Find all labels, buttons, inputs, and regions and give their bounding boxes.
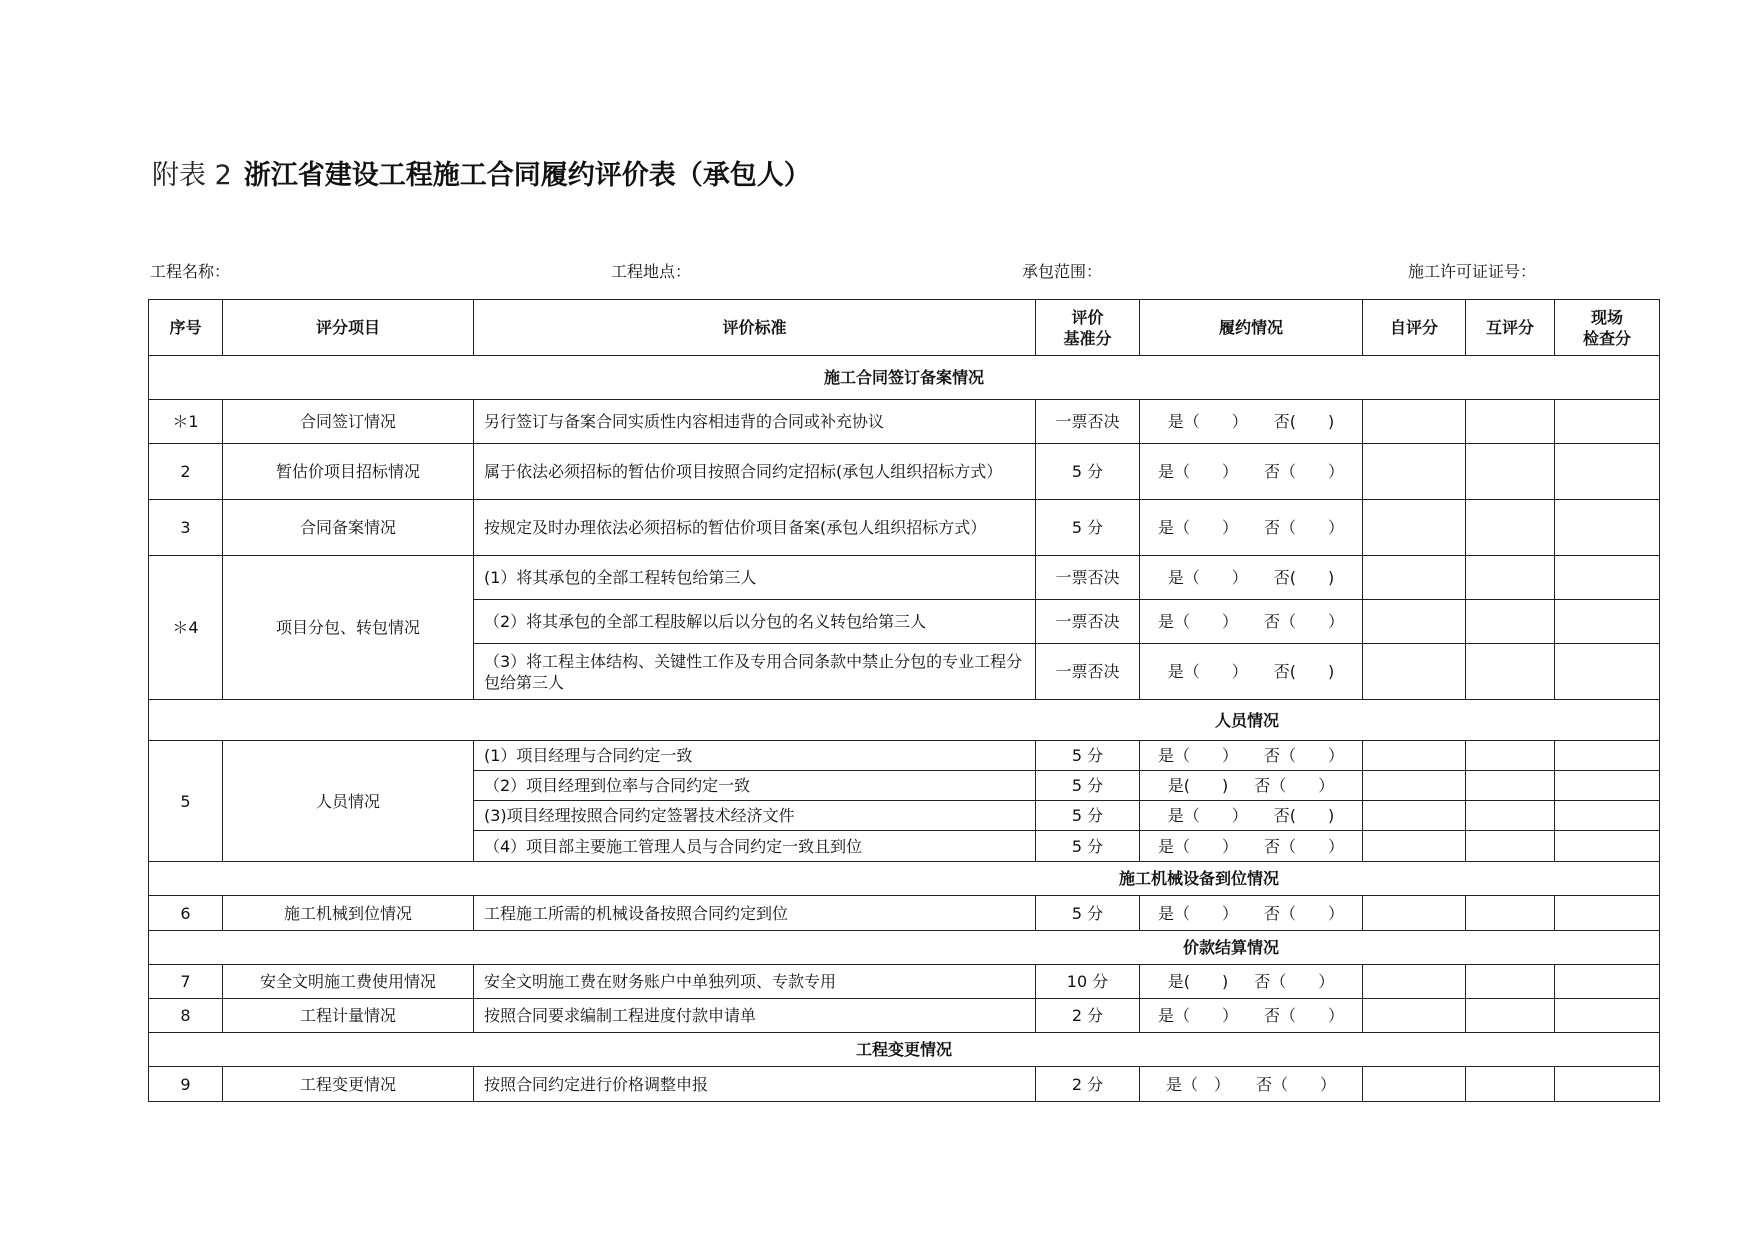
row-performance: [1140, 741, 1363, 771]
mutual-score-cell[interactable]: [1466, 556, 1555, 600]
mutual-score-cell[interactable]: [1466, 400, 1555, 444]
site-score-cell[interactable]: [1555, 444, 1660, 500]
no-option[interactable]: 否( ): [1273, 806, 1335, 825]
row-performance: [1140, 965, 1363, 999]
site-score-cell[interactable]: [1555, 556, 1660, 600]
section-title: 施工合同签订备案情况: [149, 356, 1660, 400]
no-option[interactable]: 否（ ）: [1254, 972, 1335, 991]
yes-option[interactable]: 是（ ）: [1167, 412, 1248, 431]
no-option[interactable]: 否( ): [1273, 412, 1335, 431]
row-performance: [1140, 644, 1363, 700]
row-base: 5 分: [1036, 444, 1140, 500]
header-performance: 履约情况: [1140, 300, 1363, 356]
row-standard: （2）项目经理到位率与合同约定一致: [474, 771, 1036, 801]
row-standard: 按规定及时办理依法必须招标的暂估价项目备案(承包人组织招标方式）: [474, 500, 1036, 556]
row-standard: 另行签订与备案合同实质性内容相违背的合同或补充协议: [474, 400, 1036, 444]
mutual-score-cell[interactable]: [1466, 896, 1555, 931]
header-site-line1: 现场: [1590, 307, 1623, 327]
page-title: [152, 156, 811, 196]
yes-option[interactable]: 是（ ）: [1167, 662, 1248, 681]
section-title: 工程变更情况: [149, 1033, 1660, 1067]
yes-option[interactable]: 是（ ）: [1157, 612, 1238, 631]
no-option[interactable]: 否（ ）: [1264, 612, 1345, 631]
row-no: 7: [149, 965, 223, 999]
self-score-cell[interactable]: [1363, 801, 1466, 831]
mutual-score-cell[interactable]: [1466, 600, 1555, 644]
table-row: [149, 896, 1660, 931]
row-standard: 工程施工所需的机械设备按照合同约定到位: [474, 896, 1036, 931]
field-project-name: 工程名称：: [150, 262, 231, 281]
row-item: 工程变更情况: [223, 1067, 474, 1102]
row-standard: （3）将工程主体结构、关键性工作及专用合同条款中禁止分包的专业工程分包给第三人: [474, 644, 1036, 700]
row-standard: (1）将其承包的全部工程转包给第三人: [474, 556, 1036, 600]
row-no: 5: [149, 741, 223, 862]
row-item: 合同签订情况: [223, 400, 474, 444]
field-contract-scope: 承包范围：: [1022, 262, 1103, 281]
row-standard: (3)项目经理按照合同约定签署技术经济文件: [474, 801, 1036, 831]
header-standard: 评价标准: [474, 300, 1036, 356]
row-performance: [1140, 801, 1363, 831]
row-standard: 安全文明施工费在财务账户中单独列项、专款专用: [474, 965, 1036, 999]
self-score-cell[interactable]: [1363, 556, 1466, 600]
row-item: 安全文明施工费使用情况: [223, 965, 474, 999]
site-score-cell[interactable]: [1555, 831, 1660, 862]
no-option[interactable]: 否（ ）: [1264, 462, 1345, 481]
table-header-row: [149, 300, 1660, 356]
row-no: 3: [149, 500, 223, 556]
row-base: 一票否决: [1036, 644, 1140, 700]
row-base: 2 分: [1036, 999, 1140, 1033]
self-score-cell[interactable]: [1363, 444, 1466, 500]
no-option[interactable]: 否( ): [1273, 568, 1335, 587]
row-no: 8: [149, 999, 223, 1033]
row-item: 人员情况: [223, 741, 474, 862]
title-main: 浙江省建设工程施工合同履约评价表（承包人）: [243, 160, 811, 191]
row-no: 6: [149, 896, 223, 931]
site-score-cell[interactable]: [1555, 771, 1660, 801]
self-score-cell[interactable]: [1363, 741, 1466, 771]
field-permit-no: 施工许可证证号：: [1408, 262, 1537, 281]
no-option[interactable]: 否( ): [1273, 662, 1335, 681]
no-option[interactable]: 否（ ）: [1264, 1006, 1345, 1025]
header-site: [1555, 300, 1660, 356]
row-performance: [1140, 400, 1363, 444]
yes-option[interactable]: 是（ ）: [1157, 746, 1238, 765]
header-item: 评分项目: [223, 300, 474, 356]
site-score-cell[interactable]: [1555, 600, 1660, 644]
self-score-cell[interactable]: [1363, 400, 1466, 444]
site-score-cell[interactable]: [1555, 965, 1660, 999]
row-no: 9: [149, 1067, 223, 1102]
header-mutual-score: 互评分: [1466, 300, 1555, 356]
row-performance: [1140, 500, 1363, 556]
self-score-cell[interactable]: [1363, 896, 1466, 931]
row-no: ＊4: [149, 556, 223, 700]
self-score-cell[interactable]: [1363, 771, 1466, 801]
row-performance: [1140, 771, 1363, 801]
row-item: 工程计量情况: [223, 999, 474, 1033]
field-project-location: 工程地点：: [611, 262, 692, 281]
header-no: 序号: [149, 300, 223, 356]
site-score-cell[interactable]: [1555, 400, 1660, 444]
header-base: [1036, 300, 1140, 356]
row-performance: [1140, 444, 1363, 500]
row-base: 一票否决: [1036, 400, 1140, 444]
yes-option[interactable]: 是（ ）: [1157, 903, 1238, 923]
yes-option[interactable]: 是（ ）: [1157, 518, 1238, 537]
section-title: 人员情况: [149, 700, 1660, 741]
mutual-score-cell[interactable]: [1466, 999, 1555, 1033]
yes-option[interactable]: 是（ ）: [1157, 836, 1238, 856]
evaluation-table: [148, 299, 1660, 1102]
table-row: [149, 444, 1660, 500]
yes-option[interactable]: 是（ ）: [1157, 462, 1238, 481]
header-site-line2: 检查分: [1582, 328, 1631, 348]
row-base: 5 分: [1036, 741, 1140, 771]
header-base-line1: 评价: [1071, 307, 1104, 327]
row-performance: [1140, 831, 1363, 862]
section-title: 施工机械设备到位情况: [149, 862, 1660, 896]
table-row: [149, 1067, 1660, 1102]
section-title: 价款结算情况: [149, 931, 1660, 965]
mutual-score-cell[interactable]: [1466, 801, 1555, 831]
row-base: 10 分: [1036, 965, 1140, 999]
row-standard: 按照合同要求编制工程进度付款申请单: [474, 999, 1036, 1033]
section-row: [149, 1033, 1660, 1067]
section-row: [149, 700, 1660, 741]
self-score-cell[interactable]: [1363, 999, 1466, 1033]
row-item: 暂估价项目招标情况: [223, 444, 474, 500]
self-score-cell[interactable]: [1363, 644, 1466, 700]
no-option[interactable]: 否（ ）: [1254, 776, 1335, 795]
yes-option[interactable]: 是( ): [1167, 972, 1229, 991]
row-standard: 按照合同约定进行价格调整申报: [474, 1067, 1036, 1102]
no-option[interactable]: 否（ ）: [1264, 903, 1345, 923]
no-option[interactable]: 否（ ）: [1264, 836, 1345, 856]
site-score-cell[interactable]: [1555, 500, 1660, 556]
table-row: [149, 556, 1660, 600]
yes-option[interactable]: 是（ ）: [1165, 1074, 1230, 1094]
row-base: 5 分: [1036, 831, 1140, 862]
self-score-cell[interactable]: [1363, 600, 1466, 644]
row-base: 一票否决: [1036, 600, 1140, 644]
section-row: [149, 356, 1660, 400]
row-performance: [1140, 556, 1363, 600]
title-prefix: 附表 2: [152, 160, 232, 191]
mutual-score-cell[interactable]: [1466, 500, 1555, 556]
row-performance: [1140, 1067, 1363, 1102]
row-item: 项目分包、转包情况: [223, 556, 474, 700]
no-option[interactable]: 否（ ）: [1264, 746, 1345, 765]
row-base: 一票否决: [1036, 556, 1140, 600]
row-base: 2 分: [1036, 1067, 1140, 1102]
row-base: 5 分: [1036, 500, 1140, 556]
row-base: 5 分: [1036, 896, 1140, 931]
row-item: 合同备案情况: [223, 500, 474, 556]
no-option[interactable]: 否（ ）: [1264, 518, 1345, 537]
row-performance: [1140, 999, 1363, 1033]
self-score-cell[interactable]: [1363, 831, 1466, 862]
row-performance: [1140, 896, 1363, 931]
mutual-score-cell[interactable]: [1466, 444, 1555, 500]
row-base: 5 分: [1036, 771, 1140, 801]
site-score-cell[interactable]: [1555, 741, 1660, 771]
self-score-cell[interactable]: [1363, 965, 1466, 999]
header-base-line2: 基准分: [1063, 328, 1112, 348]
header-self-score: 自评分: [1363, 300, 1466, 356]
table-row: [149, 500, 1660, 556]
mutual-score-cell[interactable]: [1466, 644, 1555, 700]
table-row: [149, 741, 1660, 771]
yes-option[interactable]: 是( ): [1167, 776, 1229, 795]
row-no: 2: [149, 444, 223, 500]
mutual-score-cell[interactable]: [1466, 965, 1555, 999]
row-no: ＊1: [149, 400, 223, 444]
yes-option[interactable]: 是（ ）: [1157, 1006, 1238, 1025]
self-score-cell[interactable]: [1363, 500, 1466, 556]
section-row: [149, 862, 1660, 896]
site-score-cell[interactable]: [1555, 801, 1660, 831]
mutual-score-cell[interactable]: [1466, 1067, 1555, 1102]
row-standard: （2）将其承包的全部工程肢解以后以分包的名义转包给第三人: [474, 600, 1036, 644]
row-base: 5 分: [1036, 801, 1140, 831]
row-standard: 属于依法必须招标的暂估价项目按照合同约定招标(承包人组织招标方式）: [474, 444, 1036, 500]
yes-option[interactable]: 是（ ）: [1167, 568, 1248, 587]
section-row: [149, 931, 1660, 965]
row-standard: （4）项目部主要施工管理人员与合同约定一致且到位: [474, 831, 1036, 862]
row-performance: [1140, 600, 1363, 644]
row-item: 施工机械到位情况: [223, 896, 474, 931]
site-score-cell[interactable]: [1555, 1067, 1660, 1102]
table-row: [149, 965, 1660, 999]
row-standard: (1）项目经理与合同约定一致: [474, 741, 1036, 771]
yes-option[interactable]: 是（ ）: [1167, 806, 1248, 825]
mutual-score-cell[interactable]: [1466, 831, 1555, 862]
no-option[interactable]: 否（ ）: [1256, 1074, 1337, 1094]
site-score-cell[interactable]: [1555, 644, 1660, 700]
mutual-score-cell[interactable]: [1466, 741, 1555, 771]
table-row: [149, 400, 1660, 444]
self-score-cell[interactable]: [1363, 1067, 1466, 1102]
mutual-score-cell[interactable]: [1466, 771, 1555, 801]
table-row: [149, 999, 1660, 1033]
site-score-cell[interactable]: [1555, 896, 1660, 931]
site-score-cell[interactable]: [1555, 999, 1660, 1033]
